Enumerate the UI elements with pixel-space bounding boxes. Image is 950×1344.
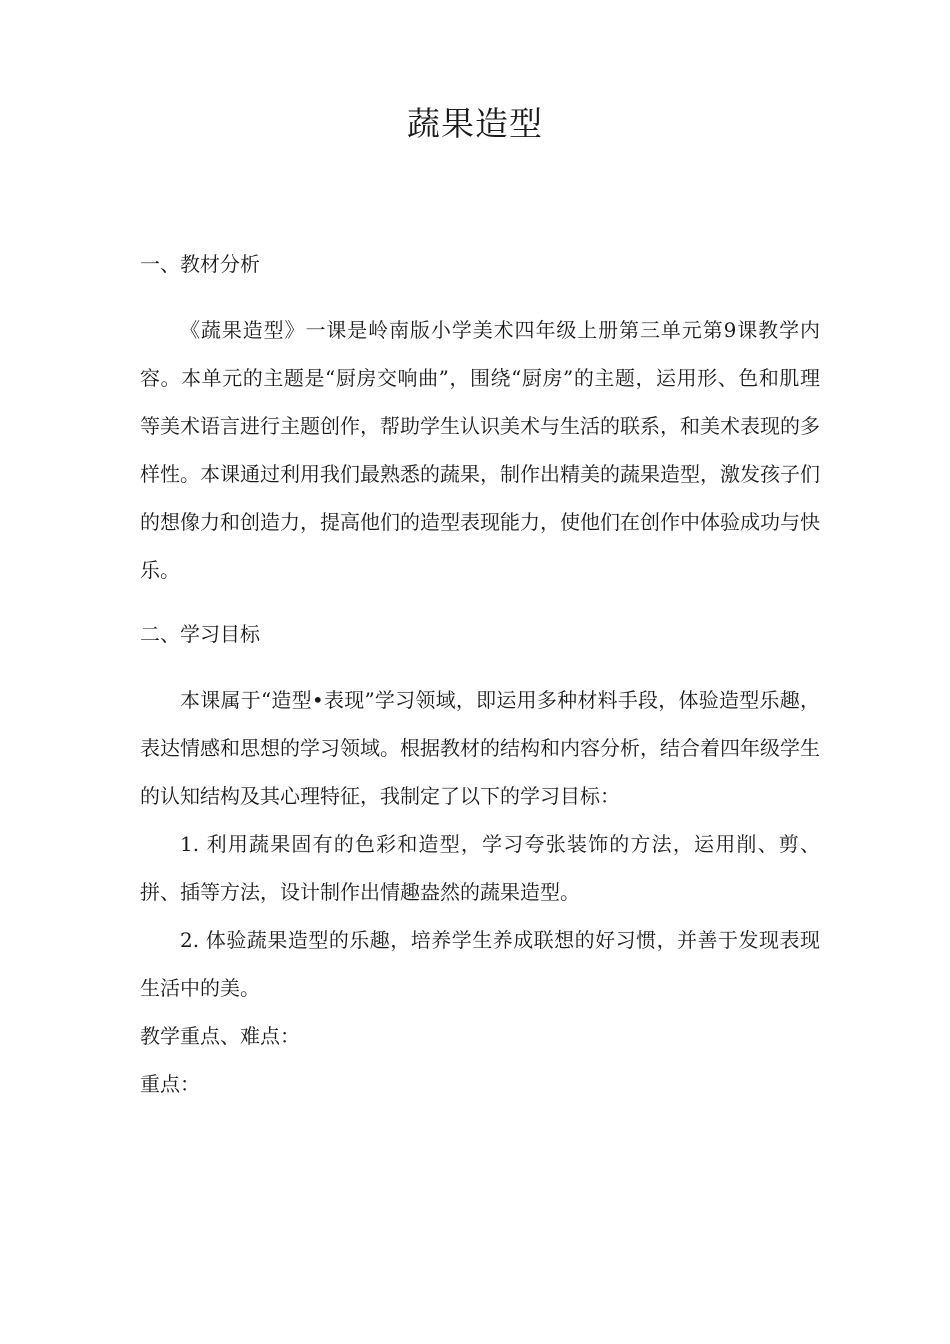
section-heading-objectives: 二、学习目标 xyxy=(140,622,260,646)
section-heading-analysis: 一、教材分析 xyxy=(140,252,260,276)
objective-item-1: 1. 利用蔬果固有的色彩和造型，学习夸张装饰的方法，运用削、剪、拼、插等方法，设计制作出情趣盎然的蔬果造型。 xyxy=(140,832,820,904)
objective-item-2: 2. 体验蔬果造型的乐趣，培养学生养成联想的好习惯，并善于发现表现生活中的美。 xyxy=(140,928,820,1000)
analysis-paragraph: 《蔬果造型》一课是岭南版小学美术四年级上册第三单元第9课教学内容。本单元的主题是“厨房交响曲”，围绕“厨房”的主题，运用形、色和肌理等美术语言进行主题创作，帮助学生认识美术与生活的联系，和美术表现的多样性。本课通过利用我们最熟悉的蔬果，制作出精美的蔬果造型，激发孩子们的想像力和创造力，提高他们的造型表现能力，使他们在创作中体验成功与快乐。 xyxy=(140,318,820,582)
emphasis-label: 重点： xyxy=(140,1072,200,1096)
objectives-intro-paragraph: 本课属于“造型•表现”学习领域，即运用多种材料手段，体验造型乐趣，表达情感和思想的学习领域。根据教材的结构和内容分析，结合着四年级学生的认知结构及其心理特征，我制定了以下的学习目标： xyxy=(140,688,820,808)
key-points-label: 教学重点、难点： xyxy=(140,1024,300,1048)
document-body xyxy=(140,240,820,1108)
document-title: 蔬果造型 xyxy=(407,104,543,143)
